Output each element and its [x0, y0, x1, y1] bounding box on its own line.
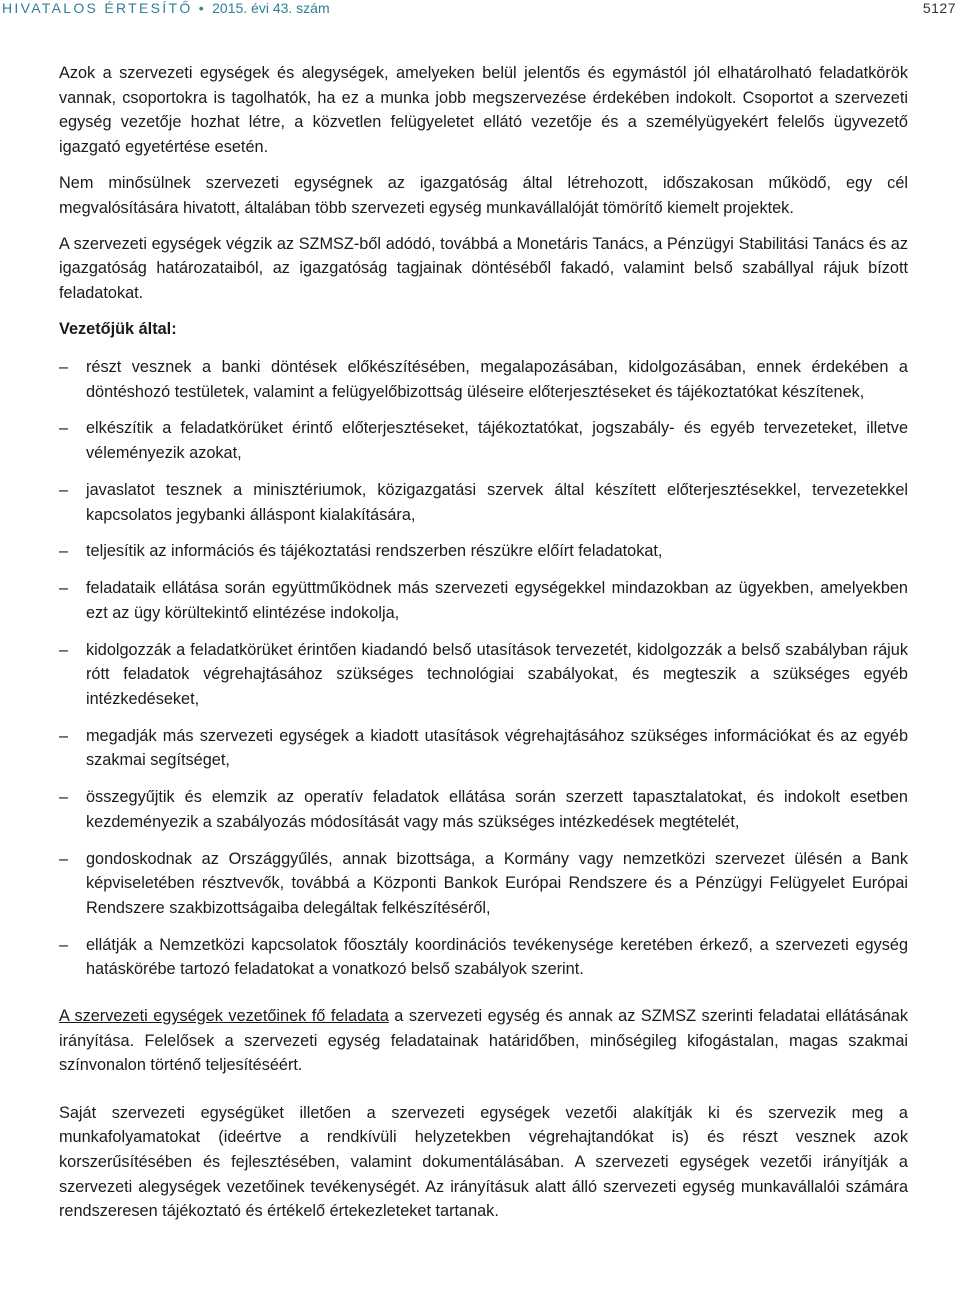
paragraph-organizational-units: Azok a szervezeti egységek és alegységek, amelyeken belül jelentős és egymástól jól elhatárolható feladatkörök vannak, csoportokra is tagolhatók, ha ez a munka jobb megszervezése érdekében indokolt. Csoportot a szervezeti egység vezetője hozhat létre, a közvetlen felügyeletet ellátó vezetője és a személyügyekért felelős ügyvezető igazgató egyetértése esetén. — [59, 64, 908, 156]
list-item-text: ellátják a Nemzetközi kapcsolatok főosztály koordinációs tevékenysége keretében érkező, a szervezeti egység hatáskörébe tartozó feladatokat a vonatkozó belső szabályok szerint. — [86, 935, 908, 979]
paragraph-own-unit: Saját szervezeti egységüket illetően a szervezeti egységek vezetői alakítják ki és szervezik meg a munkafolyamatokat (ideértve a rendkívüli helyzetekben végrehajtandókat is) és részt vesznek azok korszerűsítésében és fejlesztésében, valamint dokumentálásában. A szervezeti egységek vezetői irányítják a szervezeti alegységek vezetőinek tevékenységét. Az irányításuk alatt álló szervezeti egység munkavállalói számára rendszeresen tájékoztató és értékelő értekezleteket tartanak. — [59, 1103, 908, 1221]
list-item — [59, 847, 908, 921]
bullet-dash: ‒ — [59, 640, 69, 659]
list-item — [59, 478, 908, 527]
list-item-text: elkészítik a feladatkörüket érintő előterjesztéseket, tájékoztatókat, jogszabály- és egyéb tervezeteket, illetve véleményezik azokat, — [86, 419, 908, 463]
list-item — [59, 724, 908, 773]
page-header — [2, 0, 958, 22]
running-head — [2, 0, 330, 16]
paragraph-tasks: A szervezeti egységek végzik az SZMSZ-ből adódó, továbbá a Monetáris Tanács, a Pénzügyi Stabilitási Tanács és az igazgatóság határozataiból, az igazgatóság tagjainak döntéséből fakadó, valamint belső szabállyal rájuk bízott feladatokat. — [59, 234, 908, 302]
main-duty-text: a szervezeti egység és annak az SZMSZ szerinti feladatai ellátásának irányítása. Felelősek a szervezeti egység feladatainak határidőben, minőségileg kifogástalan, magas szakmai színvonalon történő teljesítéséért. — [59, 1007, 908, 1075]
paragraph-main-duty — [59, 1004, 908, 1078]
list-item — [59, 933, 908, 982]
bullet-dash: ‒ — [59, 788, 69, 807]
bullet-dash: ‒ — [59, 726, 69, 745]
bullet-dash: ‒ — [59, 935, 69, 954]
bullet-dash: ‒ — [59, 357, 69, 376]
bullet-dash: ‒ — [59, 480, 69, 499]
page-body — [59, 61, 908, 1247]
bullet-dash: ‒ — [59, 579, 69, 598]
list-item-text: gondoskodnak az Országgyűlés, annak bizottsága, a Kormány vagy nemzetközi szervezet ülésén a Bank képviseletében résztvevők, továbbá a Központi Bankok Európai Rendszere és a Pénzügyi Felügyelet Európai Rendszere szakbizottságaiba delegáltak felkészítéséről, — [86, 849, 908, 917]
list-item-text: összegyűjtik és elemzik az operatív feladatok ellátása során szerzett tapasztalatokat, és indokolt esetben kezdeményezik a szabályozás módosítását vagy más szükséges intézkedések megtételét, — [86, 788, 908, 831]
list-item — [59, 785, 908, 834]
list-item — [59, 576, 908, 625]
list-item-text: részt vesznek a banki döntések előkészítésében, megalapozásában, kidolgozásában, ennek érdekében a döntéshozó testületek, valamint a felügyelőbizottság üléseire előterjesztéseket és tájékoztatókat készítenek, — [86, 357, 908, 401]
list-item-text: teljesítik az információs és tájékoztatási rendszerben részükre előírt feladatokat, — [86, 542, 663, 561]
issue-label: 2015. évi 43. szám — [212, 0, 330, 16]
bullet-dash: ‒ — [59, 419, 69, 438]
list-item-text: feladataik ellátása során együttműködnek más szervezeti egységekkel mindazokban az ügyekben, amelyekben ezt az ügy körültekintő elintézése indokolja, — [86, 579, 908, 622]
list-item — [59, 539, 908, 564]
paragraph-projects: Nem minősülnek szervezeti egységnek az igazgatóság által létrehozott, időszakosan működő, egy cél megvalósítására hivatott, általában több szervezeti egység munkavállalóját tömörítő kiemelt projektek. — [59, 174, 908, 217]
list-item-text: megadják más szervezeti egységek a kiadott utasítások végrehajtásához szükséges információkat és az egyéb szakmai segítséget, — [86, 726, 908, 770]
page-number: 5127 — [922, 0, 956, 16]
list-item-text: kidolgozzák a feladatkörüket érintően kiadandó belső utasítások tervezetét, kidolgozzák a belső szabályban rájuk rótt feladatok végrehajtásához szükséges technológiai szabályokat, és megteszik a szükséges egyéb intézkedéseket, — [86, 640, 908, 708]
bullet-dash: ‒ — [59, 849, 69, 868]
publication-title: HIVATALOS ÉRTESÍTŐ — [2, 0, 193, 16]
duties-list — [59, 355, 908, 982]
header-separator: • — [198, 0, 206, 16]
list-item-text: javaslatot tesznek a minisztériumok, közigazgatási szervek által készített előterjesztésekkel, tervezetekkel kapcsolatos jegybanki álláspont kialakítására, — [86, 480, 908, 524]
list-item — [59, 355, 908, 404]
main-duty-heading: A szervezeti egységek vezetőinek fő feladata — [59, 1007, 389, 1026]
list-item — [59, 416, 908, 465]
bullet-dash: ‒ — [59, 542, 69, 561]
list-item — [59, 638, 908, 712]
section-subheading: Vezetőjük által: — [59, 320, 177, 339]
